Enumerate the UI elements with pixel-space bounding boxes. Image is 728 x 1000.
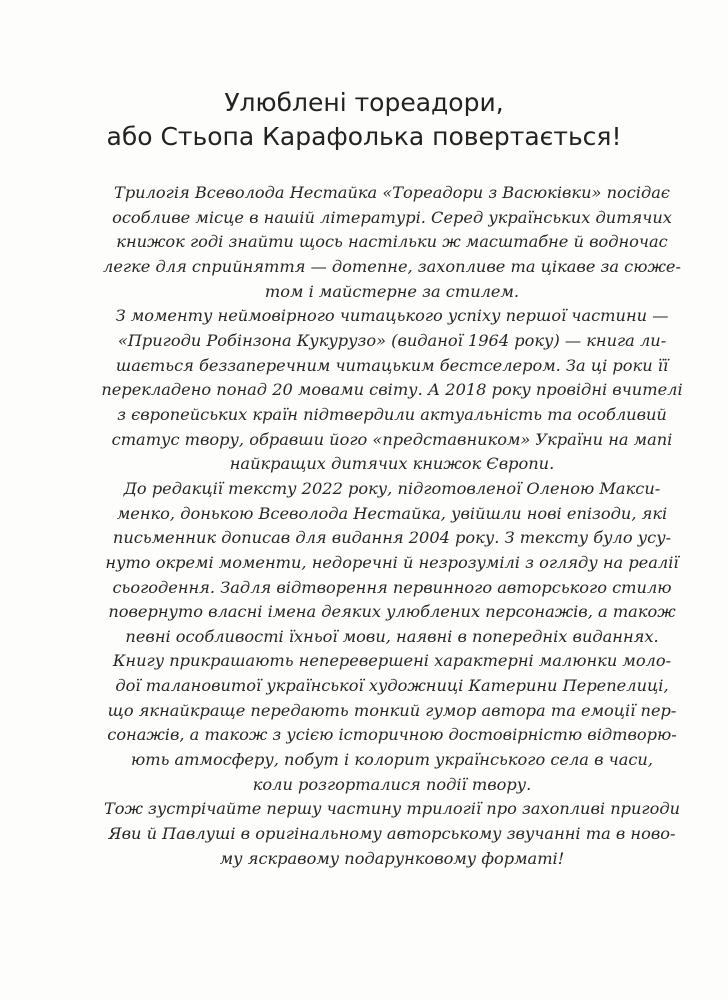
text-line: До редакції тексту 2022 року, підготовленої Оленою Макси- bbox=[123, 478, 661, 498]
text-line: певні особливості їхньої мови, наявні в попередніх виданнях. bbox=[125, 626, 659, 646]
text-line: му яскравому подарунковому форматі! bbox=[219, 848, 565, 868]
text-line: менко, донькою Всеволода Нестайка, увійшли нові епізоди, які bbox=[116, 503, 668, 523]
text-line: Яви й Павлуші в оригінальному авторському звучанні та в ново- bbox=[108, 824, 676, 844]
text-line: З моменту неймовірного читацького успіху першої частини — bbox=[115, 306, 669, 326]
text-line: Книгу прикрашають неперевершені характерні малюнки моло- bbox=[112, 651, 672, 671]
text-line: статус твору, обравши його «представником» України на мапі bbox=[111, 429, 673, 449]
text-line: сонажів, а також з усією історичною достовірністю відтворю- bbox=[107, 725, 677, 745]
text-line: особливе місце в нашій літературі. Серед українських дитячих bbox=[112, 207, 672, 227]
text-line: «Пригоди Робінзона Кукурузо» (виданої 1964 року) — книга ли- bbox=[117, 330, 667, 350]
text-line: Трилогія Всеволода Нестайка «Тореадори з Васюківки» посідає bbox=[114, 183, 670, 202]
text-line: дої талановитої української художниці Катерини Перепелиці, bbox=[115, 676, 669, 696]
text-line: письменник дописав для видання 2004 року. З тексту було усу- bbox=[112, 528, 672, 548]
text-line: коли розгорталися події твору. bbox=[252, 774, 532, 794]
text-line: шається беззаперечним читацьким бестселером. За ці роки її bbox=[115, 355, 669, 375]
text-line: нуто окремі моменти, недоречні й незрозумілі з огляду на реалії bbox=[105, 552, 679, 572]
text-line: з європейських країн підтвердили актуальність та особливий bbox=[117, 404, 667, 424]
text-line: книжок годі знайти щось настільки ж масштабне й водночас bbox=[116, 232, 668, 252]
text-line: найкращих дитячих книжок Європи. bbox=[229, 454, 555, 474]
text-line: Тож зустрічайте першу частину трилогії про захопливі пригоди bbox=[103, 799, 681, 819]
body-text bbox=[92, 181, 692, 871]
text-line: перекладено понад 20 мовами світу. А 2018 року провідні вчителі bbox=[101, 380, 683, 400]
text-line: що якнайкраще передають тонкий гумор автора та емоції пер- bbox=[107, 700, 677, 720]
text-line: сьогодення. Задля відтворення первинного авторського стилю bbox=[112, 577, 672, 597]
page-title bbox=[0, 86, 728, 154]
text-line: ють атмосферу, побут і колорит українського села в часи, bbox=[130, 750, 654, 770]
title-line: або Стьопа Карафолька повертається! bbox=[106, 122, 622, 151]
text-line: том і майстерне за стилем. bbox=[264, 281, 520, 301]
text-line: легке для сприйняття — дотепне, захопливе та цікаве за сюже- bbox=[103, 256, 681, 276]
text-line: повернуто власні імена деяких улюблених персонажів, а також bbox=[108, 602, 676, 622]
title-line: Улюблені тореадори, bbox=[224, 88, 504, 117]
